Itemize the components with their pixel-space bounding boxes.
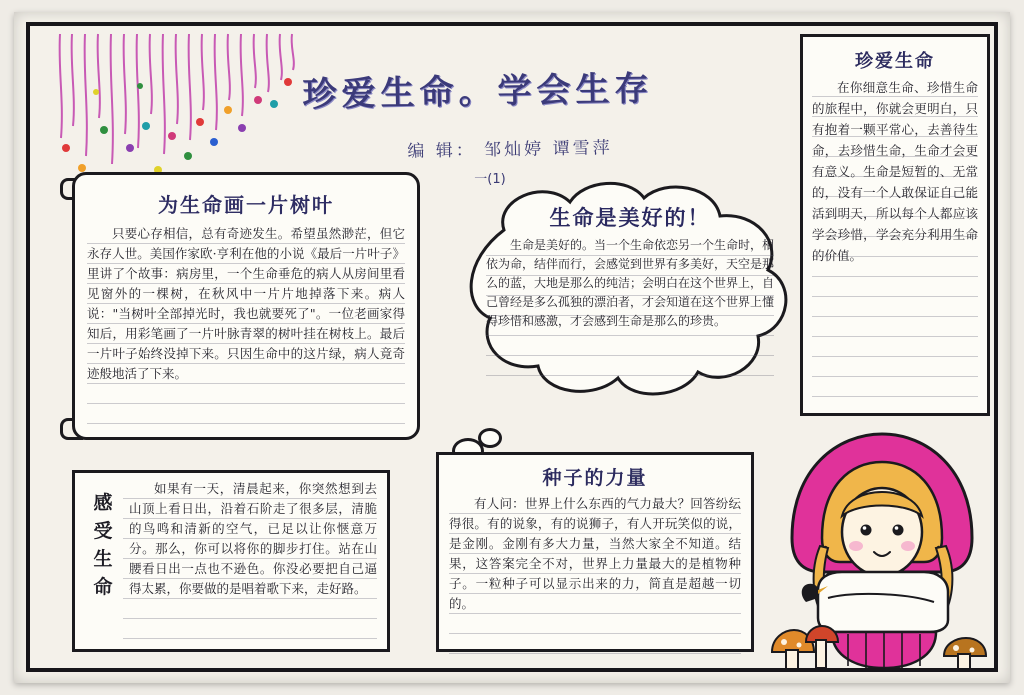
article-seed-power [436, 452, 754, 652]
cloud-title: 生命是美好的！ [549, 205, 711, 230]
cloud-bubble-beautiful-life [452, 172, 804, 414]
streamer-decoration [52, 30, 302, 190]
thought-bubble-tiny [478, 428, 502, 448]
article-seed-power-title: 种子的力量 [542, 467, 648, 489]
article-cherish-life-body: 在你细意生命、珍惜生命的旅程中，你就会更明白，只有抱着一颗平常心，去善待生命，去珍惜生命，生命才会更有意义。生命是短暂的、无常的，没有一个人敢保证自己能活到明天，所以每个人都应该学会珍惜，学会充分利用生命的价值。 [812, 77, 978, 407]
article-leaf [72, 172, 420, 440]
byline-class: 一(1) [474, 172, 506, 187]
cloud-body: 生命是美好的。当一个生命依恋另一个生命时，相依为命，结伴而行，会感觉到世界有多美好，天空是那么的蓝，大地是那么的纯洁；会明白在这个世界上，自己曾经是多么孤独的漂泊者，才会知道在这个世界上懂得珍惜和感激，才会感到生命是那么的珍贵。 [486, 236, 774, 386]
article-cherish-life [800, 34, 990, 416]
byline: 编 辑： 邹灿婷 谭雪萍 [407, 138, 613, 162]
article-feel-title: 感 受 生 命 [93, 492, 113, 598]
page-title: 珍爱生命。学会生存 [302, 68, 654, 116]
article-leaf-title: 为生命画一片树叶 [158, 193, 334, 217]
article-cherish-life-title: 珍爱生命 [855, 51, 935, 72]
girl-illustration [766, 420, 998, 668]
article-feel-body: 如果有一天，清晨起来，你突然想到去山顶上看日出，沿着石阶走了很多层，清脆的鸟鸣和清新的空气，已足以让你惬意万分。那么，你可以将你的脚步打住。站在山腰看日出一点也不逊色。你没必要把自己逼得太累，你要做的是唱着歌下来，走好路。 [123, 479, 377, 643]
article-feel [72, 470, 390, 652]
article-leaf-body: 只要心存相信，总有奇迹发生。希望虽然渺茫，但它永存人世。美国作家欧·亨利在他的小说《最后一片叶子》里讲了个故事：病房里，一个生命垂危的病人从房间里看见窗外的一棵树，在秋风中一片片地掉落下来。病人说："当树叶全部掉光时，我也就要死了"。一位老画家得知后，用彩笔画了一片叶脉青翠的树叶挂在树枝上。最后一片叶子始终没掉下来。只因生命中的这片绿，病人竟奇迹般地活了下来。 [87, 224, 405, 432]
article-seed-power-body: 有人问：世界上什么东西的气力最大？回答纷纭得很。有的说象，有的说狮子，有人开玩笑似的说，是金刚。金刚有多大力量，当然大家全不知道。结果，这答案完全不对，世界上力量最大的是植物种子。一粒种子可以显示出来的力，简直是超越一切的。 [449, 494, 741, 654]
